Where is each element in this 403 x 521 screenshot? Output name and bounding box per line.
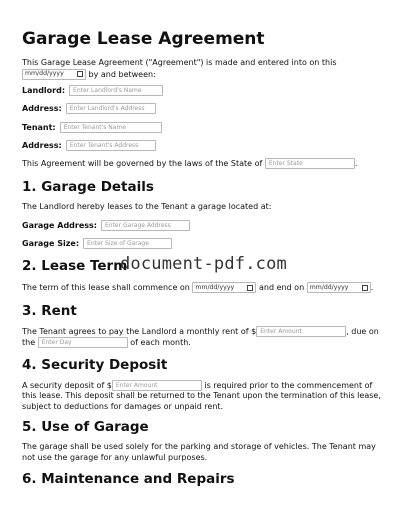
garage-size-input[interactable]: Enter Size of Garage <box>83 238 172 249</box>
deposit-text-continued: this lease. This deposit shall be returned to the Tenant upon the termination of this lease, subject to deductions for damages or unpaid rent. <box>22 391 381 411</box>
calendar-icon <box>362 285 368 291</box>
landlord-label: Landlord: <box>22 86 66 95</box>
lease-term-row: The term of this lease shall commence on mm/dd/yyyy and end on mm/dd/yyyy . <box>22 283 374 292</box>
section-heading-security-deposit: 4. Security Deposit <box>22 357 168 373</box>
tenant-label: Tenant: <box>22 123 56 132</box>
rent-row-2: the Enter Day of each month. <box>22 338 191 347</box>
calendar-icon <box>247 285 253 291</box>
lease-start-date-input[interactable]: mm/dd/yyyy <box>192 282 256 293</box>
deposit-amount-input[interactable]: Enter Amount <box>112 380 202 391</box>
section-heading-use-of-garage: 5. Use of Garage <box>22 419 149 435</box>
tenant-name-input[interactable]: Enter Tenant's Name <box>60 122 162 133</box>
deposit-row-1: A security deposit of $ Enter Amount is required prior to the commencement of <box>22 381 373 390</box>
garage-size-row <box>22 238 172 249</box>
rent-day-input[interactable]: Enter Day <box>38 337 128 348</box>
document-title: Garage Lease Agreement <box>22 29 265 49</box>
landlord-row <box>22 85 163 96</box>
garage-size-label: Garage Size: <box>22 239 80 248</box>
section-heading-garage-details: 1. Garage Details <box>22 179 154 195</box>
garage-details-text: The Landlord hereby leases to the Tenant a garage located at: <box>22 202 272 211</box>
rent-text: The Tenant agrees to pay the Landlord a monthly rent of $ <box>22 327 257 336</box>
tenant-row <box>22 122 162 133</box>
lease-end-date-input[interactable]: mm/dd/yyyy <box>307 282 371 293</box>
landlord-name-input[interactable]: Enter Landlord's Name <box>69 85 163 96</box>
landlord-address-row <box>22 103 156 114</box>
use-of-garage-text: The garage shall be used solely for the parking and storage of vehicles. The Tenant may not use the garage for any unlawful purposes. <box>22 442 376 462</box>
garage-address-input[interactable]: Enter Garage Address <box>101 220 190 231</box>
landlord-address-label: Address: <box>22 104 62 113</box>
tenant-address-row <box>22 140 156 151</box>
governing-law-row: This Agreement will be governed by the laws of the State of Enter State . <box>22 159 358 168</box>
section-heading-lease-term: 2. Lease Term <box>22 258 128 274</box>
section-heading-maintenance: 6. Maintenance and Repairs <box>22 471 235 487</box>
calendar-icon <box>77 71 83 77</box>
intro-text: This Garage Lease Agreement ("Agreement") is made and entered into on this <box>22 58 337 67</box>
governing-law-text: This Agreement will be governed by the laws of the State of <box>22 159 263 168</box>
tenant-address-label: Address: <box>22 141 62 150</box>
rent-row-1: The Tenant agrees to pay the Landlord a monthly rent of $ Enter Amount , due on <box>22 327 379 336</box>
intro-paragraph <box>22 58 382 80</box>
section-heading-rent: 3. Rent <box>22 303 77 319</box>
agreement-date-input[interactable]: mm/dd/yyyy <box>22 69 86 80</box>
intro-text-after: by and between: <box>88 69 156 79</box>
deposit-text: A security deposit of $ <box>22 381 112 390</box>
garage-address-row <box>22 220 190 231</box>
garage-address-label: Garage Address: <box>22 221 97 230</box>
state-input[interactable]: Enter State <box>265 158 355 169</box>
lease-term-middle-text: and end on <box>258 283 305 292</box>
landlord-address-input[interactable]: Enter Landlord's Address <box>66 103 156 114</box>
tenant-address-input[interactable]: Enter Tenant's Address <box>66 140 156 151</box>
rent-amount-input[interactable]: Enter Amount <box>256 326 346 337</box>
watermark: document-pdf.com <box>120 254 287 274</box>
lease-term-text: The term of this lease shall commence on <box>22 283 190 292</box>
